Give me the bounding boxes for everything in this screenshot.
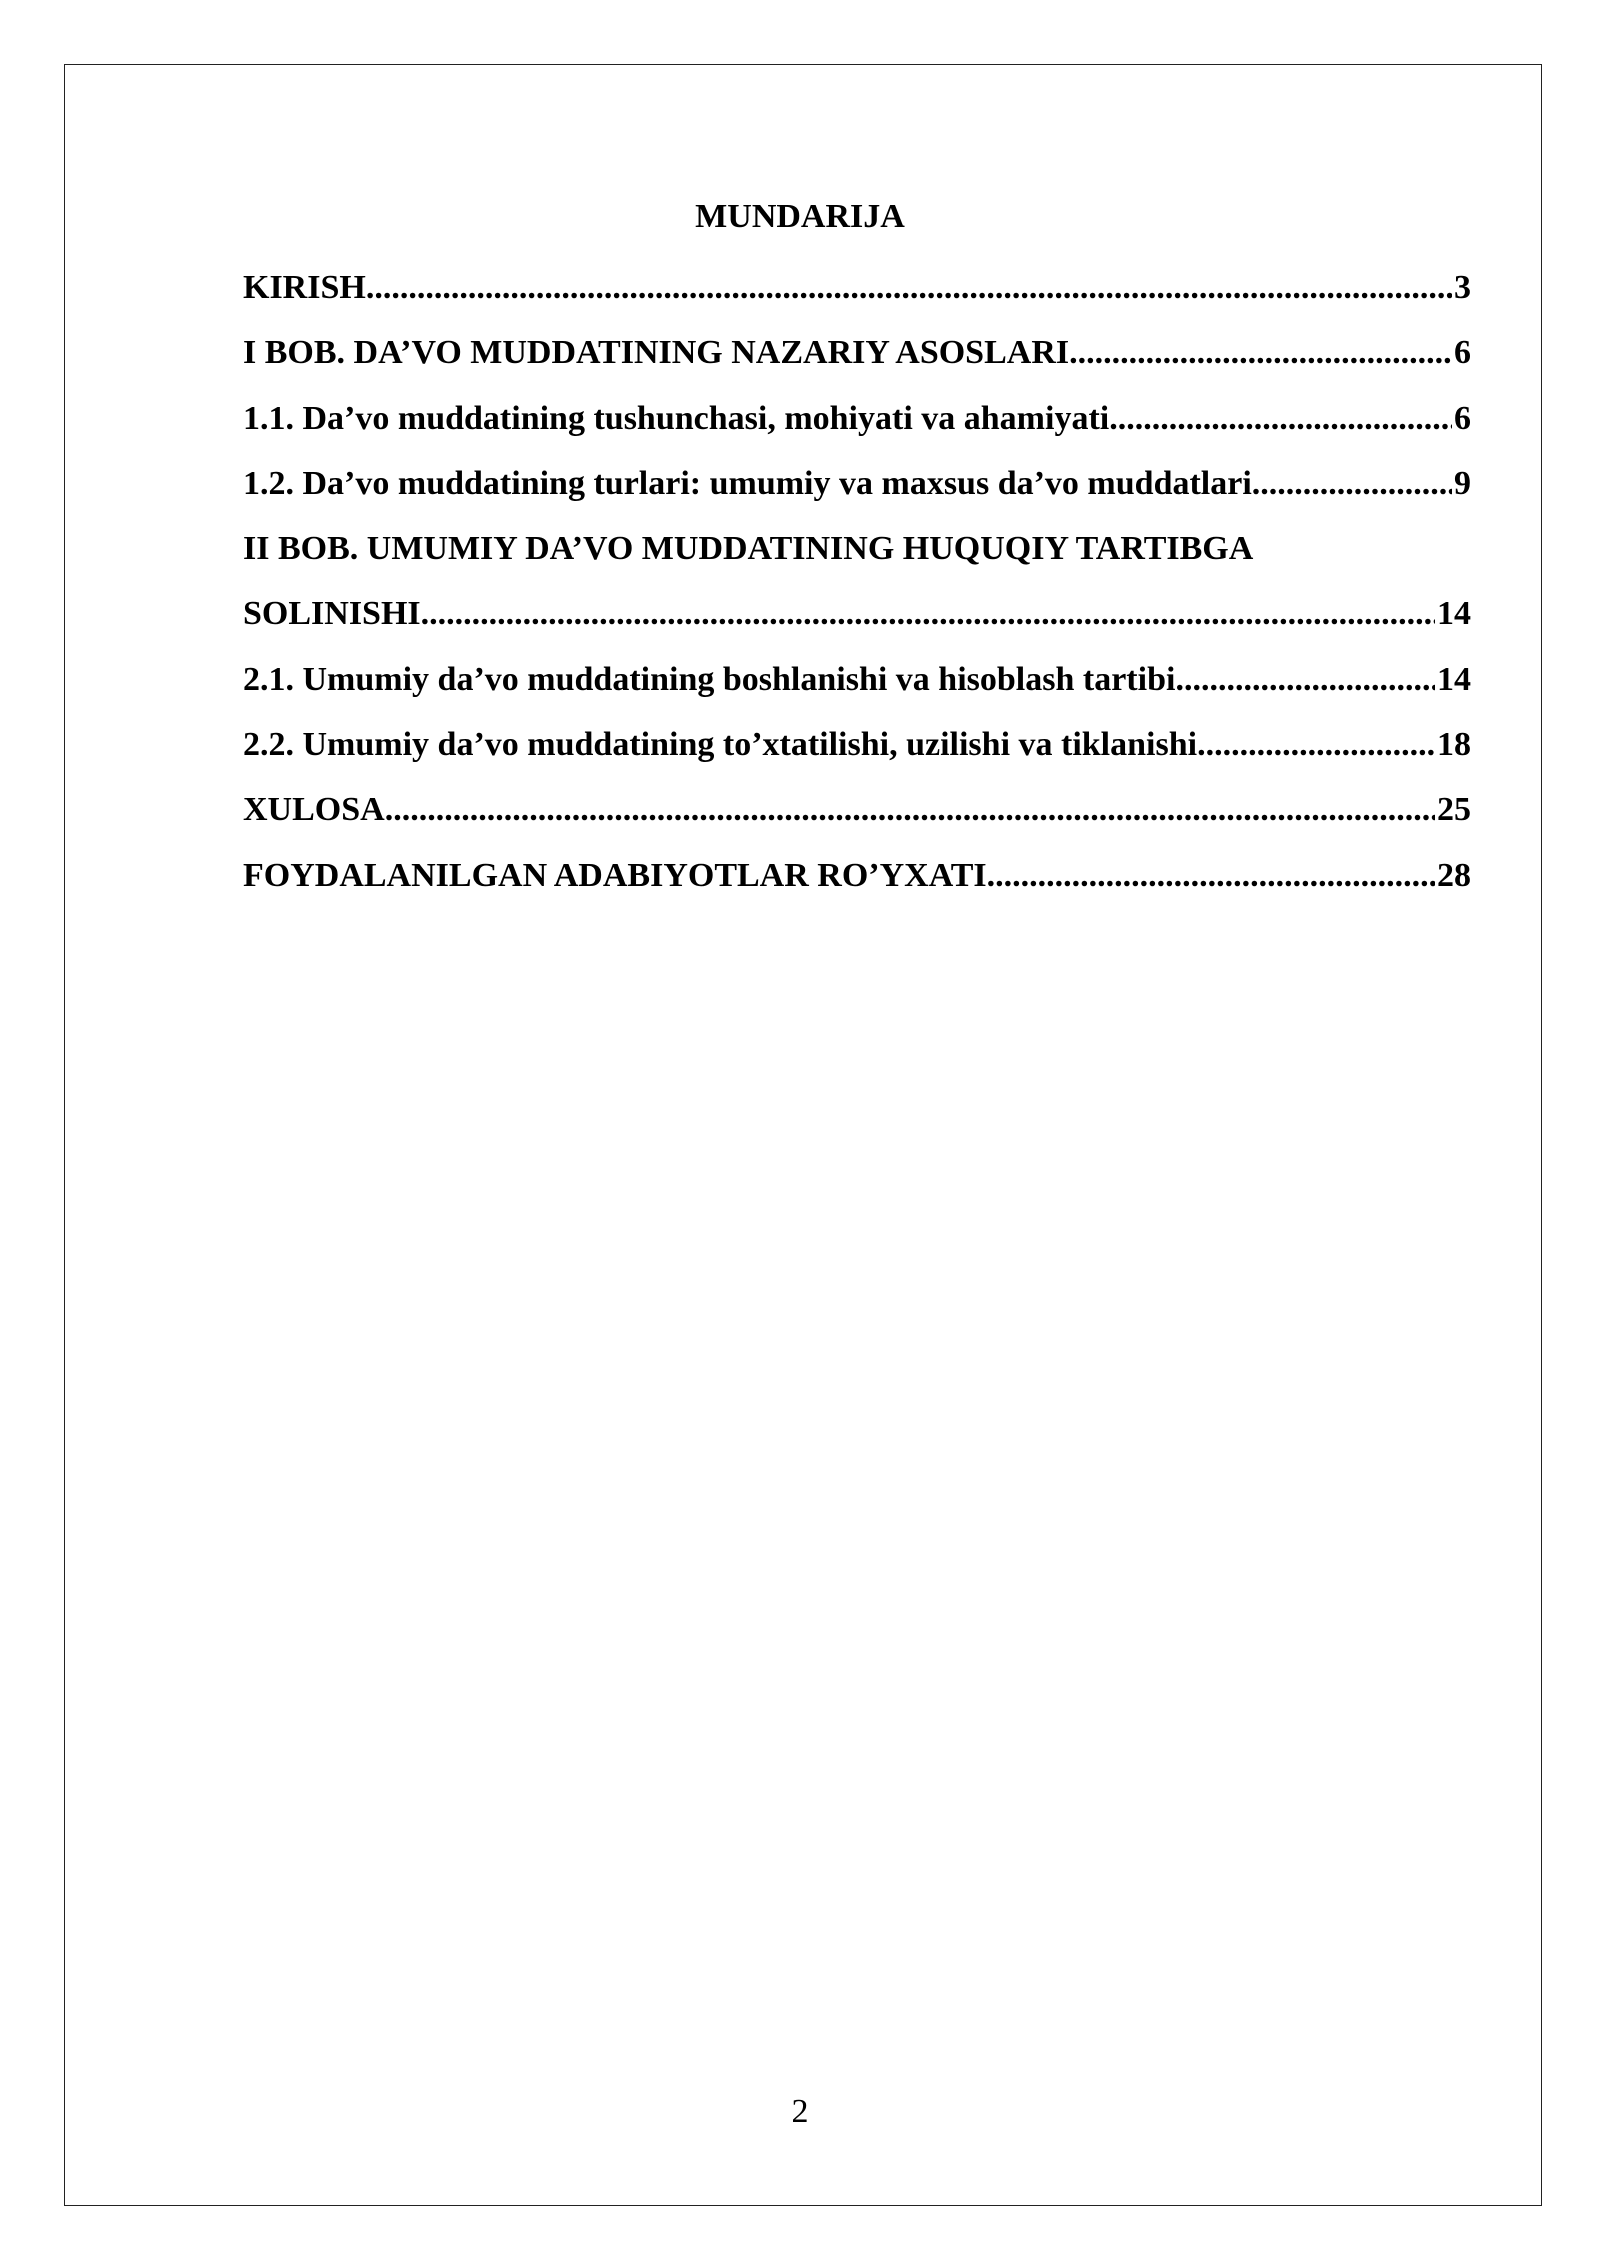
page-number: 2 <box>791 2093 809 2130</box>
toc-entry-page: 25 <box>1437 791 1471 829</box>
toc-entry-page: 9 <box>1454 464 1471 502</box>
toc-entry-chapter-2-line1[interactable] <box>243 516 1471 581</box>
toc-entry-section-2-1[interactable] <box>243 647 1471 712</box>
toc-entry-page: 6 <box>1454 399 1471 437</box>
dot-leader <box>1252 451 1452 516</box>
toc-entry-text: 2.1. Umumiy da’vo muddatining boshlanishi va hisoblash tartibi <box>243 660 1176 698</box>
toc-entry-text: II BOB. UMUMIY DA’VO MUDDATINING HUQUQIY TARTIBGA <box>243 530 1254 568</box>
toc-entry-text: SOLINISHI <box>243 595 421 633</box>
toc-entry-text: I BOB. DA’VO MUDDATINING NAZARIY ASOSLARI <box>243 334 1070 372</box>
toc-entry-page: 14 <box>1437 595 1471 633</box>
toc-entry-references[interactable] <box>243 843 1471 908</box>
dot-leader <box>1175 647 1435 712</box>
dot-leader <box>987 843 1435 908</box>
dot-leader <box>421 581 1435 646</box>
toc-entry-section-1-1[interactable] <box>243 386 1471 451</box>
toc-entry-page: 6 <box>1454 334 1471 372</box>
dot-leader <box>1069 320 1452 385</box>
toc-entry-chapter-2[interactable] <box>243 581 1471 646</box>
toc-entry-page: 28 <box>1437 856 1471 894</box>
toc-entry-text: 1.2. Da’vo muddatining turlari: umumiy va maxsus da’vo muddatlari <box>243 464 1252 502</box>
toc-entry-text: 1.1. Da’vo muddatining tushunchasi, mohiyati va ahamiyati <box>243 399 1110 437</box>
dot-leader <box>385 777 1435 842</box>
toc-entry-page: 18 <box>1437 726 1471 764</box>
toc-entry-xulosa[interactable] <box>243 777 1471 842</box>
dot-leader <box>1109 386 1452 451</box>
table-of-contents <box>243 255 1471 908</box>
toc-entry-page: 3 <box>1454 269 1471 306</box>
toc-entry-chapter-1[interactable] <box>243 320 1471 385</box>
toc-entry-text: FOYDALANILGAN ADABIYOTLAR RO’YXATI <box>243 856 987 894</box>
toc-entry-kirish[interactable] <box>243 255 1471 320</box>
toc-title: MUNDARIJA <box>695 198 905 235</box>
toc-entry-section-1-2[interactable] <box>243 451 1471 516</box>
dot-leader <box>1197 712 1435 777</box>
toc-entry-section-2-2[interactable] <box>243 712 1471 777</box>
toc-entry-text: XULOSA <box>243 791 385 829</box>
toc-entry-page: 14 <box>1437 660 1471 698</box>
dot-leader <box>366 255 1452 320</box>
toc-entry-text: 2.2. Umumiy da’vo muddatining to’xtatilishi, uzilishi va tiklanishi <box>243 726 1198 764</box>
toc-entry-text: KIRISH <box>243 269 366 306</box>
